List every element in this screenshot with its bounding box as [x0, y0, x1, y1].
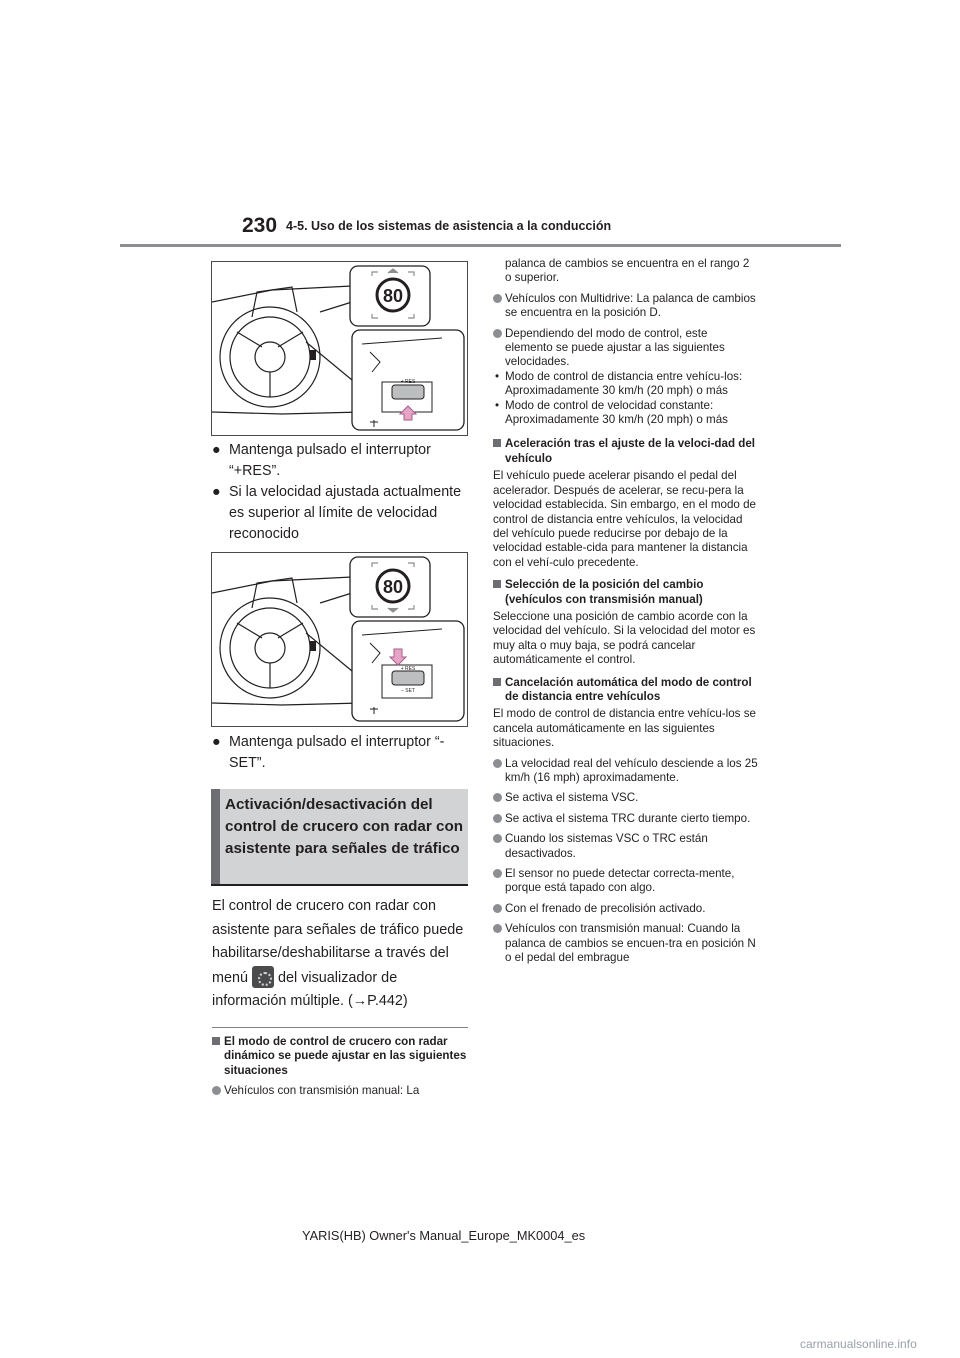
page-number: 230	[242, 214, 278, 237]
bullet-marker: ●	[212, 734, 221, 750]
note-item	[212, 1084, 470, 1098]
section-heading: Activación/desactivación del control de crucero con radar con asistente para señales de tráfico	[225, 796, 463, 857]
note-item	[493, 757, 758, 786]
note-paragraph: El modo de control de distancia entre vehícu-los se cancela automáticamente en las siguientes situaciones.	[493, 707, 756, 750]
note-item	[493, 327, 758, 370]
note-item-text: Vehículos con transmisión manual: Cuando la palanca de cambios se encuen-tra en posición N o el pedal del embrague	[505, 922, 756, 965]
figure-res-switch	[211, 261, 468, 436]
note-heading	[493, 676, 758, 705]
watermark: carmanualsonline.info	[800, 1337, 917, 1351]
switch-label-res: + RES	[400, 379, 416, 385]
bullet-text: Mantenga pulsado el interruptor “-SET”.	[229, 734, 445, 771]
dash-item-text: Modo de control de velocidad constante: Aproximadamente 30 km/h (20 mph) o más	[505, 398, 728, 427]
continued-item: palanca de cambios se encuentra en el rango 2 o superior.	[505, 257, 750, 285]
bullet-marker: ●	[212, 442, 221, 458]
circle-bullet-icon	[493, 924, 502, 933]
circle-bullet-icon	[212, 1086, 221, 1095]
footer-manual-id: YARIS(HB) Owner's Manual_Europe_MK0004_es	[302, 1228, 586, 1243]
switch-label-res: + RES	[400, 666, 416, 672]
dash-marker: •	[495, 369, 500, 383]
note-item-text: Dependiendo del modo de control, este elemento se puede ajustar a las siguientes velocidades.	[505, 326, 725, 369]
dash-item	[493, 370, 758, 399]
square-bullet-icon	[212, 1037, 220, 1045]
bullet-marker: ●	[212, 484, 221, 500]
body-text-part2: del visualizador de información múltiple. (→P.442)	[212, 969, 408, 1009]
note-heading	[493, 578, 758, 607]
note-item-text: Cuando los sistemas VSC o TRC están desactivados.	[505, 832, 708, 860]
gear-icon	[252, 966, 274, 988]
note-block-left	[212, 1035, 470, 1099]
note-heading	[493, 437, 758, 466]
figure-set-switch	[211, 552, 468, 727]
note-item	[493, 867, 758, 896]
circle-bullet-icon	[493, 834, 502, 843]
note-item	[493, 791, 758, 805]
note-item	[493, 812, 758, 826]
note-heading-text: Selección de la posición del cambio (vehículos con transmisión manual)	[505, 578, 704, 606]
note-heading-text: Cancelación automática del modo de control de distancia entre vehículos	[505, 675, 752, 703]
right-column	[493, 257, 758, 965]
circle-bullet-icon	[493, 869, 502, 878]
note-paragraph: El vehículo puede acelerar pisando el pedal del acelerador. Después de acelerar, se recu-pera la velocidad establecida. Sin embargo, en el modo de control de distancia entre vehículos, la velocidad del vehículo puede reducirse por debajo de la velocidad estable-cida para mantener la distancia con el vehí-culo precedente.	[493, 469, 756, 569]
note-item-text: La velocidad real del vehículo desciende a los 25 km/h (16 mph) aproximadamente.	[505, 756, 758, 784]
circle-bullet-icon	[493, 294, 502, 303]
bullet-text: Mantenga pulsado el interruptor “+RES”.	[229, 442, 431, 479]
circle-bullet-icon	[493, 814, 502, 823]
bullet-text: Si la velocidad ajustada actualmente es superior al límite de velocidad reconocido	[229, 484, 462, 542]
section-heading-box	[211, 789, 468, 886]
note-item-text: Se activa el sistema VSC.	[505, 791, 639, 805]
note-item-text: Con el frenado de precolisión activado.	[505, 901, 706, 915]
note-item	[493, 902, 758, 916]
switch-label-set: − SET	[400, 688, 416, 694]
speed-sign-value: 80	[382, 286, 404, 306]
note-item-text: Se activa el sistema TRC durante cierto tiempo.	[505, 811, 751, 825]
circle-bullet-icon	[493, 793, 502, 802]
note-paragraph: Seleccione una posición de cambio acorde con la velocidad del vehículo. Si la velocidad del motor es muy alta o muy baja, se podrá cancelar automáticamente el control.	[493, 609, 756, 667]
chapter-title: 4-5. Uso de los sistemas de asistencia a la conducción	[286, 219, 612, 233]
note-item	[493, 922, 758, 965]
dash-item	[493, 399, 758, 428]
square-bullet-icon	[493, 439, 501, 447]
note-item-text: El sensor no puede detectar correcta-mente, porque está tapado con algo.	[505, 867, 735, 895]
note-item	[493, 292, 758, 321]
body-paragraph	[212, 895, 472, 1014]
note-item	[493, 832, 758, 861]
circle-bullet-icon	[493, 904, 502, 913]
dash-marker: •	[495, 398, 500, 412]
square-bullet-icon	[493, 580, 501, 588]
body-text-part1: El control de crucero con radar con asistente para señales de tráfico puede habilitarse/deshabilitarse a través del menú	[212, 898, 464, 986]
note-heading	[212, 1035, 470, 1078]
speed-sign-value: 80	[382, 577, 404, 597]
note-item-text: Vehículos con Multidrive: La palanca de cambios se encuentra en la posición D.	[505, 291, 756, 320]
square-bullet-icon	[493, 678, 501, 686]
header-rule	[120, 244, 841, 247]
note-divider	[212, 1027, 468, 1028]
circle-bullet-icon	[493, 329, 502, 338]
dash-item-text: Modo de control de distancia entre vehícu-los: Aproximadamente 30 km/h (20 mph) o más	[505, 369, 743, 398]
note-item-text: Vehículos con transmisión manual: La	[224, 1084, 420, 1098]
note-heading-text: Aceleración tras el ajuste de la veloci-dad del vehículo	[505, 437, 756, 465]
section-heading-bar	[211, 789, 220, 884]
note-heading-text: El modo de control de crucero con radar dinámico se puede ajustar en las siguientes situaciones	[224, 1035, 467, 1077]
circle-bullet-icon	[493, 759, 502, 768]
